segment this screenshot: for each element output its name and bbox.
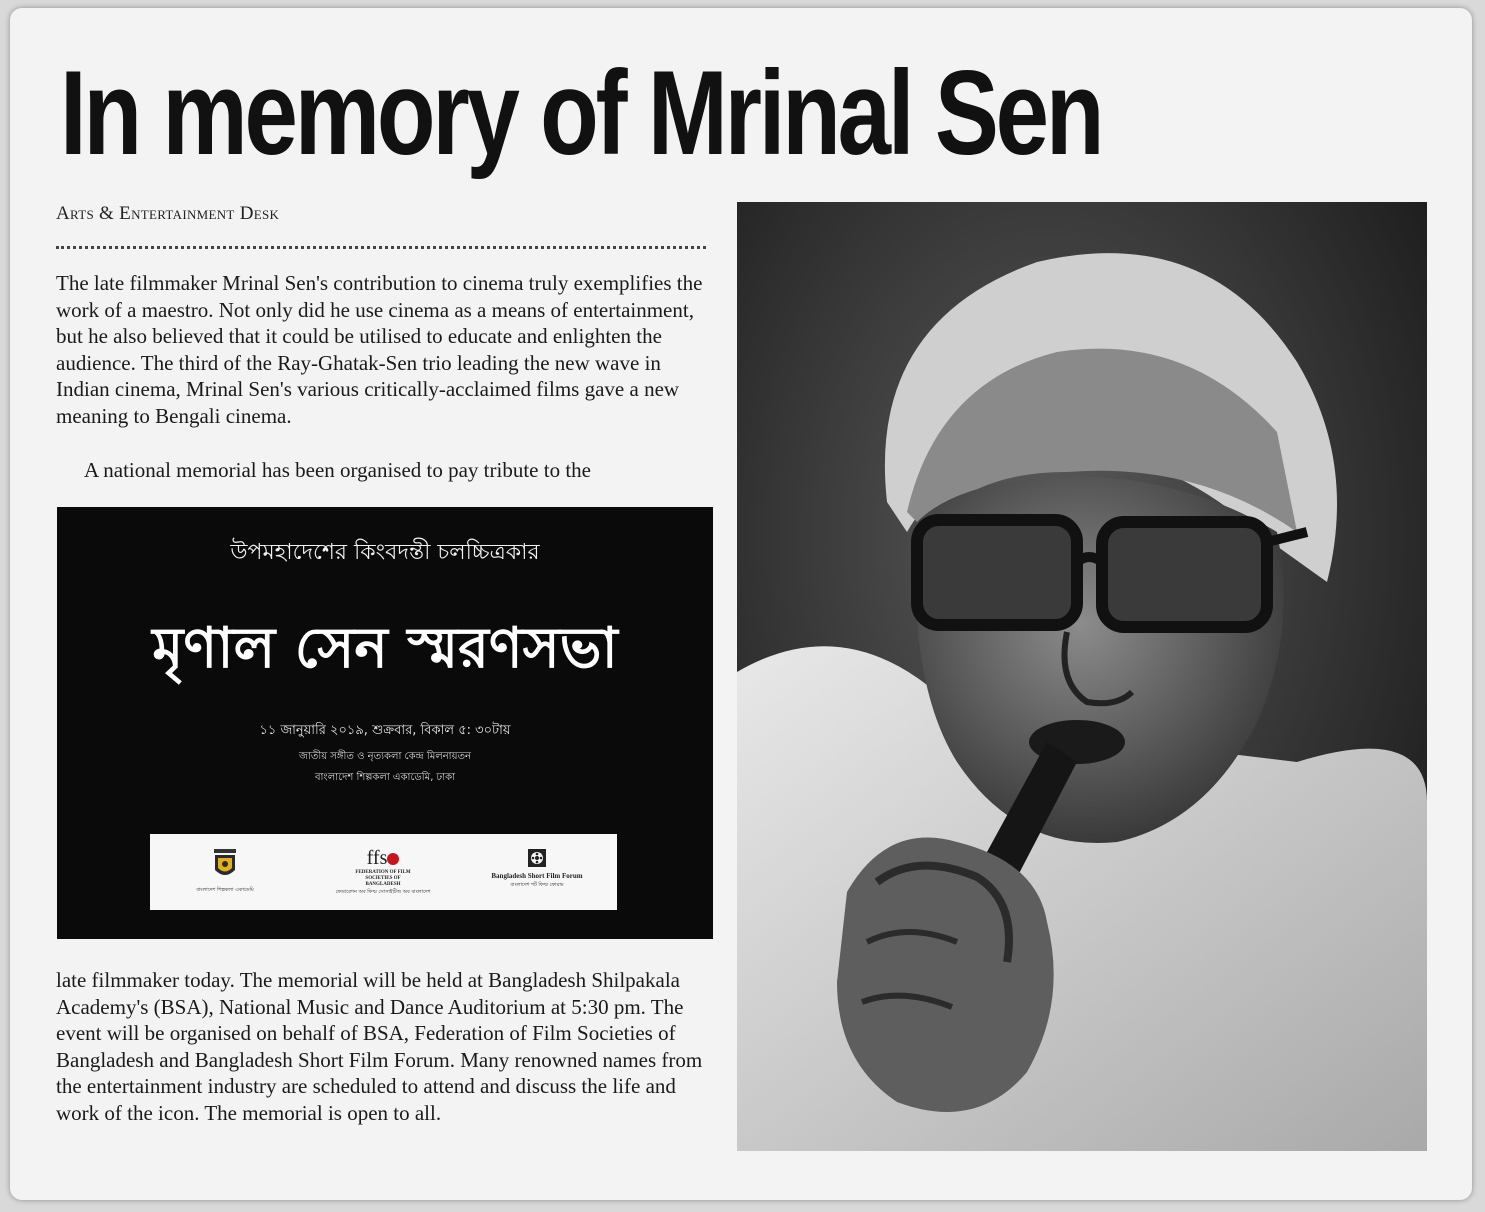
shilpakala-academy-logo xyxy=(150,842,300,894)
byline: Arts & Entertainment Desk xyxy=(56,203,280,224)
article-paragraph-1: The late filmmaker Mrinal Sen's contribution to cinema truly exemplifies the work of a maestro. Not only did he use cinema as a means of entertainment, but he also believed that it could be utilised to educate and enlighten the audience. The third of the Ray-Ghatak-Sen trio leading the new wave in Indian cinema, Mrinal Sen's various critically-acclaimed films gave a new meaning to Bengali cinema. xyxy=(56,271,703,428)
mrinal-sen-portrait-photo xyxy=(737,202,1427,1151)
memorial-poster xyxy=(57,507,713,939)
academy-emblem-icon xyxy=(212,848,238,882)
dotted-divider xyxy=(56,246,706,249)
short-film-forum-name: Bangladesh Short Film Forum xyxy=(491,872,583,880)
poster-venue-line-1: জাতীয় সঙ্গীত ও নৃত্যকলা কেন্দ্র মিলনায়তন xyxy=(299,751,471,762)
ffsb-mark-icon: ffs xyxy=(308,848,458,868)
ffsb-logo xyxy=(308,842,458,896)
poster-venue-line-2: বাংলাদেশ শিল্পকলা একাডেমি, ঢাকা xyxy=(314,772,456,783)
short-film-forum-logo xyxy=(462,842,612,889)
ffsb-name: FEDERATION OF FILM SOCIETIES OF BANGLADESH xyxy=(355,870,411,887)
film-reel-icon xyxy=(527,848,547,868)
poster-date: ১১ জানুয়ারি ২০১৯, শুক্রবার, বিকাল ৫: ৩০টায় xyxy=(259,723,511,738)
article-paragraph-3: late filmmaker today. The memorial will be held at Bangladesh Shilpakala Academy's (BSA), National Music and Dance Auditorium at 5:30 pm. The event will be organised on behalf of BSA, Federation of Film Societies of Bangladesh and Bangladesh Short Film Forum. Many renowned names from the entertainment industry are scheduled to attend and discuss the life and work of the icon. The memorial is open to all. xyxy=(56,968,703,1125)
article-paragraph-2: A national memorial has been organised to pay tribute to the xyxy=(84,458,591,482)
ffsb-bangla-name: ফেডারেশন অব ফিল্ম সোসাইটিজ অব বাংলাদেশ xyxy=(335,889,431,895)
poster-subtitle: উপমহাদেশের কিংবদন্তী চলচ্চিত্রকার xyxy=(230,540,540,565)
shilpakala-academy-name: বাংলাদেশ শিল্পকলা একাডেমি xyxy=(196,887,254,893)
portrait-photo-icon xyxy=(737,202,1427,1151)
sponsor-logo-strip xyxy=(150,834,617,910)
poster-title: মৃণাল সেন স্মরণসভা xyxy=(152,616,618,681)
newspaper-page xyxy=(10,8,1472,1200)
short-film-forum-bangla-name: বাংলাদেশ শর্ট ফিল্ম ফোরাম xyxy=(510,882,564,888)
headline: In memory of Mrinal Sen xyxy=(60,46,1102,180)
